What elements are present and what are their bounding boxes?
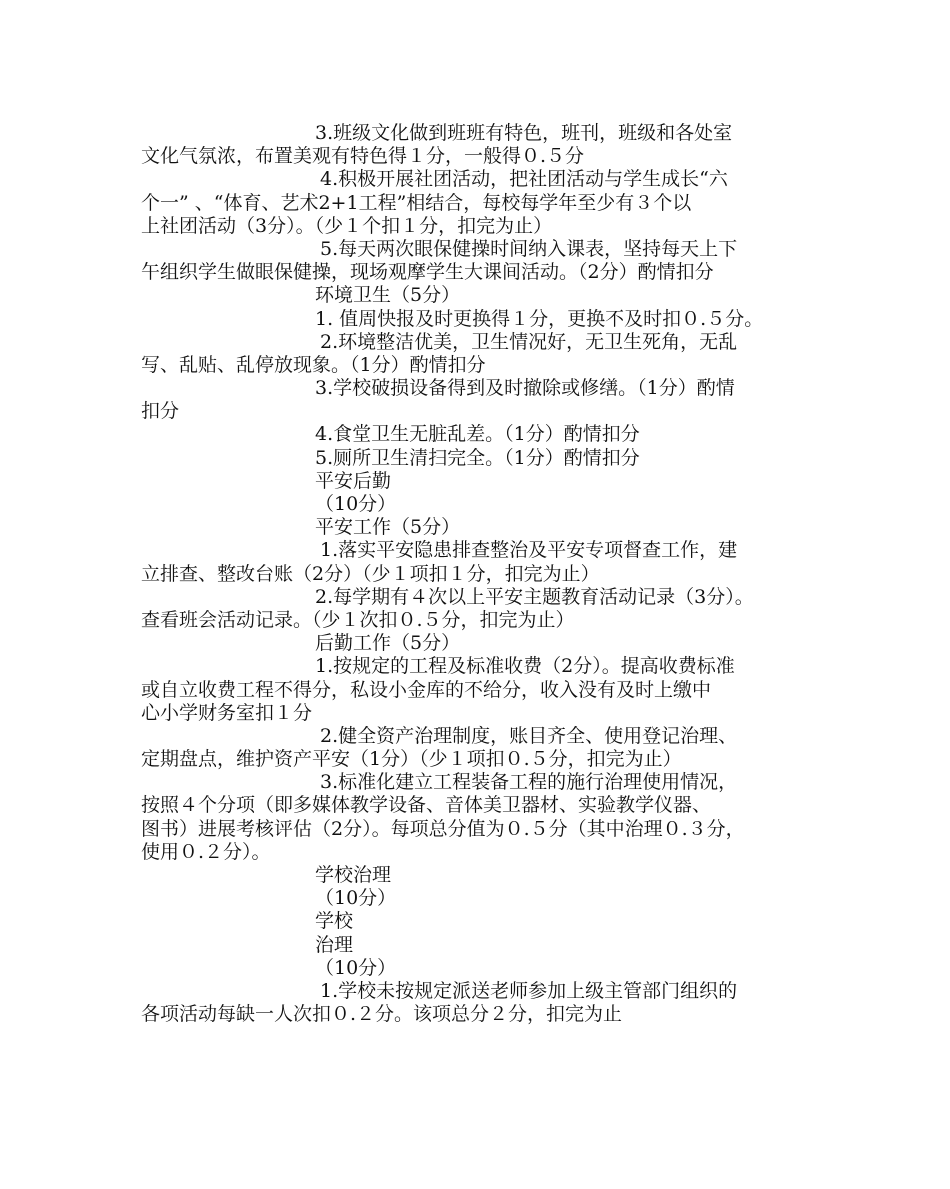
text-line: 2.健全资产治理制度，账目齐全、使用登记治理、 [320,724,738,747]
section-heading: 学校 [315,910,354,933]
text-line: 午组织学生做眼保健操，现场观摩学生大课间活动。（2分）酌情扣分 [141,261,714,284]
text-line: 或自立收费工程不得分，私设小金库的不给分，收入没有及时上缴中 [141,678,712,701]
section-heading: 后勤工作（5分） [315,632,461,655]
section-heading: 平安后勤 [315,469,392,492]
text-line: 定期盘点，维护资产平安（1分）（少１项扣０.５分，扣完为止） [141,748,682,771]
text-line: 1. 值周快报及时更换得１分，更换不及时扣０.５分。 [315,307,764,330]
text-line: 按照４个分项（即多媒体教学设备、音体美卫器材、实验教学仪器、 [141,794,712,817]
text-line: 5.厕所卫生清扫完全。（1分）酌情扣分 [315,446,640,469]
section-score: （10分） [315,887,397,910]
text-line: 3.班级文化做到班班有特色，班刊，班级和各处室 [315,122,733,144]
section-score: （10分） [315,956,397,979]
text-line: 4.积极开展社团活动，把社团活动与学生成长“六 [320,168,728,191]
text-line: 1.按规定的工程及标准收费（2分）。提高收费标准 [315,655,735,678]
text-line: 扣分 [141,400,180,423]
text-line: 3.标准化建立工程装备工程的施行治理使用情况， [320,771,738,794]
text-line: 2.环境整洁优美，卫生情况好，无卫生死角，无乱 [320,330,738,353]
text-line: 3.学校破损设备得到及时撤除或修缮。（1分）酌情 [315,377,735,400]
section-heading: 学校治理 [315,864,392,886]
text-line: 1.落实平安隐患排查整治及平安专项督查工作，建 [320,539,738,562]
text-line: 文化气氛浓，布置美观有特色得１分，一般得０.５分 [141,145,585,168]
text-line: 各项活动每缺一人次扣０.２分。该项总分２分，扣完为止 [141,1003,623,1026]
text-line: 查看班会活动记录。（少１次扣０.５分，扣完为止） [141,608,575,631]
text-line: 上社团活动（3分）。（少１个扣１分，扣完为止） [141,214,553,237]
text-line: 写、乱贴、乱停放现象。（1分）酌情扣分 [141,353,486,376]
text-line: 立排查、整改台账（2分）（少１项扣１分，扣完为止） [141,562,600,585]
section-heading: 治理 [315,933,354,956]
text-line: 个一” 、“体育、艺术2+1工程”相结合，每校每学年至少有３个以 [141,191,692,214]
section-heading: 环境卫生（5分） [315,284,461,307]
section-heading: 平安工作（5分） [315,516,461,539]
text-line: 使用０.２分）。 [141,840,271,863]
text-line: 4.食堂卫生无脏乱差。（1分）酌情扣分 [315,423,640,446]
text-line: 2.每学期有４次以上平安主题教育活动记录（3分）。 [315,585,754,608]
document-body [141,122,831,1026]
section-score: （10分） [315,493,397,515]
text-line: 图书）进展考核评估（2分）。每项总分值为０.５分（其中治理０.３分， [141,817,745,840]
text-line: 1.学校未按规定派送老师参加上级主管部门组织的 [320,979,738,1002]
text-line: 心小学财务室扣１分 [141,701,313,724]
text-line: 5.每天两次眼保健操时间纳入课表，坚持每天上下 [320,237,738,260]
